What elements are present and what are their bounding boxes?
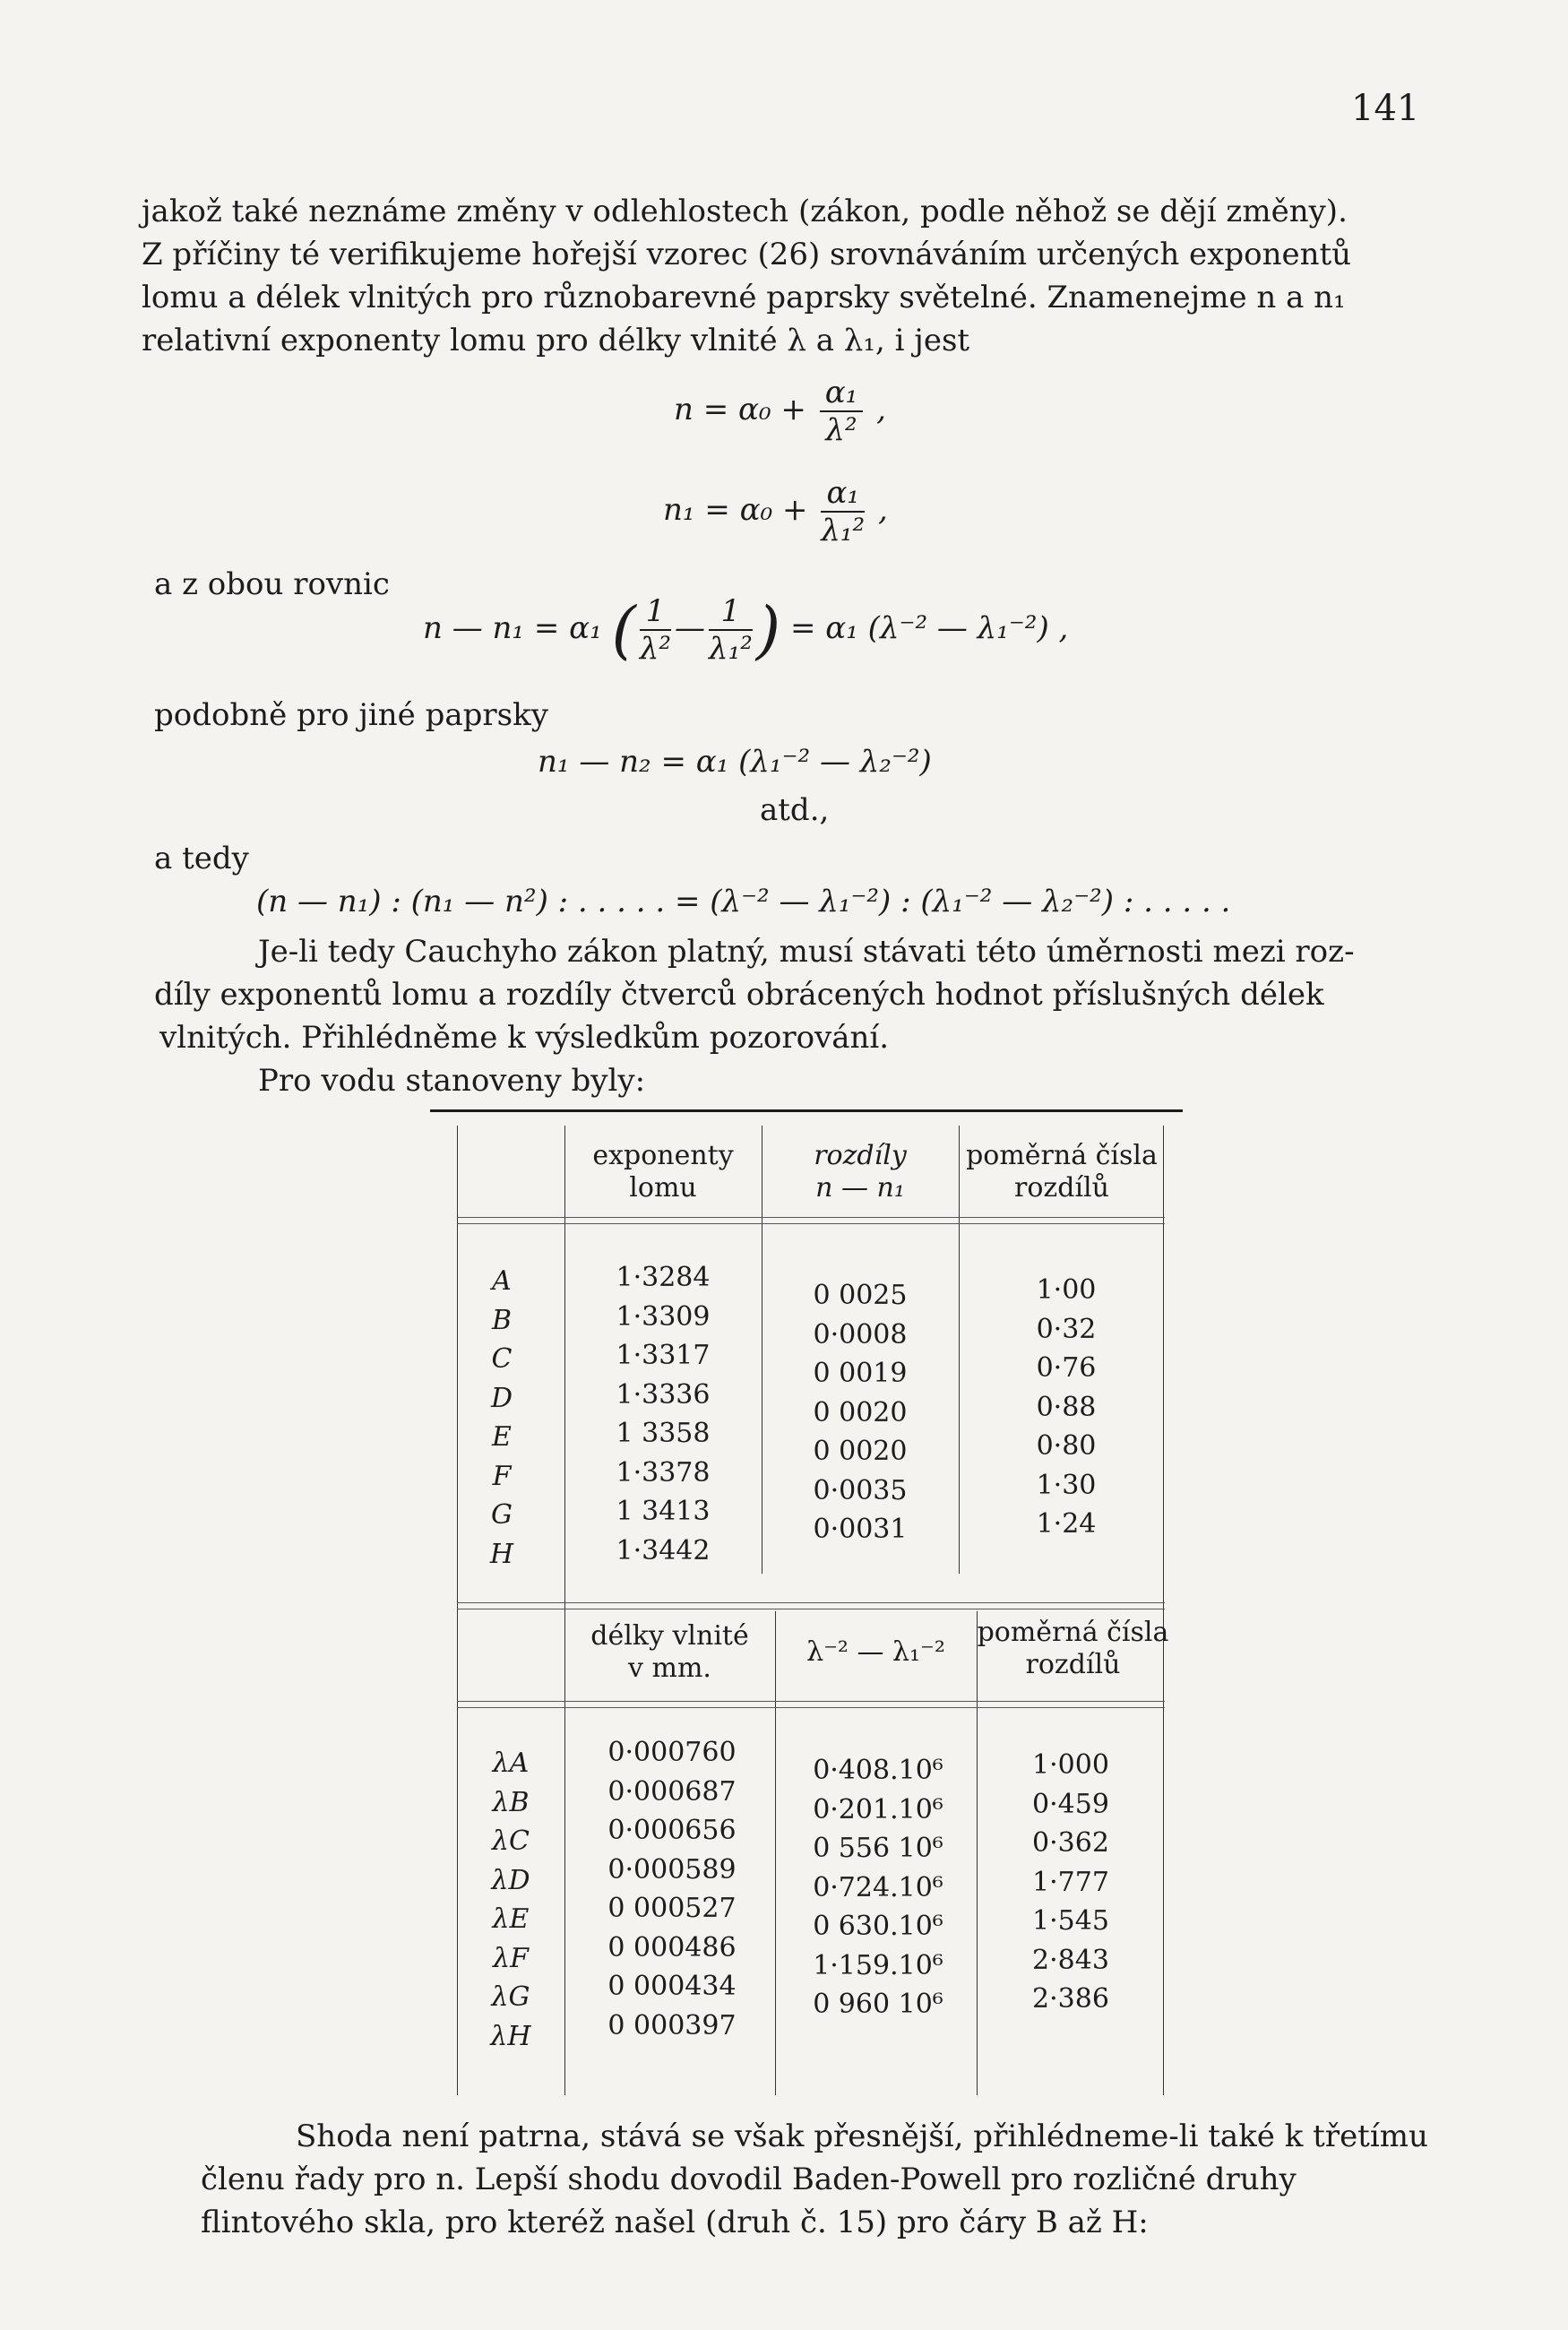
cell-value: 1·3309 bbox=[616, 1300, 711, 1333]
label-atd: atd., bbox=[760, 792, 830, 828]
intro-paragraph bbox=[142, 190, 1432, 362]
section-separator bbox=[457, 1602, 1165, 1609]
cell-value: 0 000527 bbox=[607, 1893, 737, 1924]
cell-value: 0 000397 bbox=[607, 2009, 737, 2041]
row-label: E bbox=[492, 1421, 512, 1453]
row-label: D bbox=[490, 1382, 513, 1414]
cell-value: 0 0025 bbox=[813, 1280, 908, 1311]
header-text: poměrná čísla rozdílů bbox=[966, 1140, 1158, 1204]
cell-value: 1·00 bbox=[1036, 1274, 1097, 1306]
cell-value: 0 0020 bbox=[813, 1436, 908, 1467]
row-label: λF bbox=[493, 1942, 529, 1974]
row-label: H bbox=[489, 1538, 514, 1570]
row-label: λD bbox=[491, 1864, 530, 1896]
cell-value: 0·000589 bbox=[607, 1853, 737, 1886]
cell-value: 0 000486 bbox=[607, 1931, 737, 1963]
cell-value: 1 3358 bbox=[616, 1418, 711, 1449]
equation-lhs: n₁ = α₀ + bbox=[663, 492, 808, 528]
cell-value: 0 0019 bbox=[813, 1358, 908, 1389]
text-line: Je-li tedy Cauchyho zákon platný, musí stávati této úměrnosti mezi roz- bbox=[258, 934, 1355, 970]
text-line: relativní exponenty lomu pro délky vlnité λ a λ₁, i jest bbox=[142, 323, 970, 358]
cell-value: 0 556 10⁶ bbox=[813, 1833, 943, 1864]
table-column-line bbox=[775, 1611, 776, 2095]
fraction-denominator: λ₁² bbox=[821, 513, 866, 548]
fraction bbox=[709, 593, 753, 667]
cell-value: 0·000687 bbox=[607, 1775, 737, 1808]
row-label: λE bbox=[492, 1903, 530, 1935]
row-label: F bbox=[492, 1460, 512, 1492]
equation-proportion: (n — n₁) : (n₁ — n²) : . . . . . = (λ⁻² — λ₁⁻²) : (λ₁⁻² — λ₂⁻²) : . . . . . bbox=[256, 884, 1231, 919]
col-inv-square-diffs bbox=[784, 1751, 972, 2024]
label-a-tedy: a tedy bbox=[154, 841, 249, 876]
cell-value: 1·3317 bbox=[616, 1340, 711, 1371]
fraction-numerator: 1 bbox=[640, 593, 671, 631]
col-ratios-2 bbox=[986, 1746, 1156, 2019]
header-delky bbox=[564, 1620, 775, 1685]
cell-value: 1·30 bbox=[1036, 1469, 1097, 1501]
col-letters bbox=[466, 1262, 538, 1574]
cell-value: 2·386 bbox=[1032, 1983, 1109, 2015]
row-label: C bbox=[491, 1343, 513, 1375]
cell-value: 0·76 bbox=[1036, 1352, 1097, 1384]
cell-value: 1 3413 bbox=[616, 1496, 711, 1527]
right-paren: ) bbox=[755, 593, 781, 667]
cell-value: 0·459 bbox=[1032, 1788, 1109, 1820]
row-label: A bbox=[492, 1265, 512, 1297]
equation-lhs: n = α₀ + bbox=[674, 392, 806, 427]
left-paren: ( bbox=[611, 593, 636, 667]
row-label: λA bbox=[492, 1748, 530, 1779]
header-pomerna-2 bbox=[977, 1617, 1169, 1681]
cell-value: 1·000 bbox=[1032, 1749, 1109, 1781]
text-line: lomu a délek vlnitých pro různobarevné paprsky světelné. Znamenejme n a n₁ bbox=[142, 280, 1346, 315]
page-number: 141 bbox=[1351, 88, 1420, 129]
cell-value: 0·362 bbox=[1032, 1827, 1109, 1859]
cell-value: 0·408.10⁶ bbox=[813, 1755, 943, 1786]
label-z-obou-rovnic: a z obou rovnic bbox=[154, 566, 390, 602]
cell-value: 0·32 bbox=[1036, 1313, 1097, 1345]
cell-value: 0·80 bbox=[1036, 1430, 1097, 1462]
text-line: díly exponentů lomu a rozdíly čtverců obrácených hodnot příslušných délek bbox=[154, 977, 1324, 1013]
table-column-line bbox=[564, 1126, 565, 2095]
header-exponenty bbox=[564, 1140, 762, 1204]
fraction-numerator: α₁ bbox=[821, 475, 865, 513]
row-label: B bbox=[491, 1304, 513, 1336]
col-differences bbox=[780, 1276, 941, 1549]
cell-value: 1·24 bbox=[1036, 1508, 1097, 1540]
equation-n1-n2: n₁ — n₂ = α₁ (λ₁⁻² — λ₂⁻²) bbox=[538, 744, 932, 780]
cell-value: 1·777 bbox=[1032, 1866, 1109, 1898]
row-label: λH bbox=[490, 2020, 531, 2052]
middle-paragraph bbox=[142, 930, 1432, 1102]
header-text: λ⁻² — λ₁⁻² bbox=[806, 1636, 945, 1668]
row-label: λG bbox=[491, 1981, 530, 2013]
cell-value: 0·000760 bbox=[607, 1737, 737, 1768]
fraction-numerator: α₁ bbox=[820, 375, 864, 412]
equation-n: n = α₀ + $\frac{\text{α₁}}{\text{λ²}}$ , bbox=[674, 375, 886, 448]
cell-value: 0·000656 bbox=[607, 1815, 737, 1846]
col-wavelengths bbox=[582, 1733, 762, 2045]
text-line: Z příčiny té verifikujeme hořejší vzorec (26) srovnáváním určených exponentů bbox=[142, 237, 1352, 272]
row-label: G bbox=[491, 1499, 513, 1531]
col-ratios bbox=[977, 1271, 1156, 1544]
cell-value: 1·3284 bbox=[616, 1262, 711, 1293]
text-line: Shoda není patrna, stává se však přesnější, přihlédneme-li také k třetímu bbox=[296, 2119, 1428, 2154]
equation-rhs: = α₁ (λ⁻² — λ₁⁻²) , bbox=[789, 610, 1069, 646]
cell-value: 1·159.10⁶ bbox=[813, 1949, 943, 1981]
closing-paragraph bbox=[142, 2115, 1432, 2244]
cell-value: 0 960 10⁶ bbox=[813, 1989, 943, 2020]
cell-value: 0·0031 bbox=[813, 1514, 908, 1545]
header-text: rozdíly n — n₁ bbox=[814, 1140, 907, 1204]
header-text: poměrná čísla rozdílů bbox=[977, 1617, 1169, 1680]
text-line: jakož také neznáme změny v odlehlostech (zákon, podle něhož se dějí změny). bbox=[142, 194, 1348, 229]
header-lambda-diff bbox=[775, 1636, 977, 1669]
table-column-line bbox=[977, 1611, 978, 2095]
col-lambda-labels bbox=[466, 1744, 556, 2056]
fraction-denominator: λ₁² bbox=[709, 631, 753, 667]
cell-value: 1·3336 bbox=[616, 1378, 711, 1411]
text-line: flintového skla, pro kteréž našel (druh č. 15) pro čáry B až H: bbox=[201, 2205, 1149, 2240]
cell-value: 0·724.10⁶ bbox=[813, 1871, 943, 1903]
fraction-denominator: λ² bbox=[639, 631, 672, 667]
cell-value: 1·3442 bbox=[616, 1534, 711, 1566]
table-outer-right-line bbox=[1163, 1126, 1164, 2095]
text-line: vlnitých. Přihlédněme k výsledkům pozorování. bbox=[159, 1020, 890, 1056]
header-rozdily bbox=[762, 1140, 959, 1204]
equation-n1: n₁ = α₀ + $\frac{\text{α₁}}{\text{λ₁²}}$ , bbox=[663, 475, 888, 548]
header-separator bbox=[457, 1217, 1165, 1224]
cell-value: 0·0035 bbox=[813, 1474, 908, 1506]
header-text: exponenty lomu bbox=[592, 1140, 734, 1204]
fraction-denominator: λ² bbox=[825, 412, 857, 448]
table-top-rule bbox=[430, 1109, 1183, 1112]
row-label: λB bbox=[492, 1786, 530, 1818]
header-pomerna bbox=[959, 1140, 1165, 1204]
text-line: Pro vodu stanoveny byly: bbox=[258, 1063, 646, 1099]
col-exponents bbox=[582, 1258, 744, 1570]
cell-value: 1·3378 bbox=[616, 1456, 711, 1489]
row-label: λC bbox=[492, 1825, 530, 1857]
equation-lhs: n — n₁ = α₁ bbox=[423, 610, 602, 646]
fraction-numerator: 1 bbox=[709, 593, 753, 631]
cell-value: 0 000434 bbox=[607, 1971, 737, 2002]
equation-difference: n — n₁ = α₁ ( $\frac{1}{\text{λ²}}$ — $\frac{1}{\text{λ₁²}}$ ) = α₁ (λ⁻² — λ₁⁻²) , bbox=[423, 593, 1069, 667]
fraction bbox=[821, 475, 865, 548]
label-podobne: podobně pro jiné paprsky bbox=[154, 697, 548, 733]
header-separator bbox=[457, 1701, 1165, 1708]
header-text: délky vlnité v mm. bbox=[590, 1620, 749, 1684]
text-line: členu řady pro n. Lepší shodu dovodil Baden-Powell pro rozličné druhy bbox=[201, 2162, 1297, 2197]
cell-value: 2·843 bbox=[1032, 1944, 1109, 1976]
cell-value: 0 630.10⁶ bbox=[813, 1911, 943, 1942]
fraction bbox=[820, 375, 864, 448]
table-outer-left-line bbox=[457, 1126, 458, 2095]
cell-value: 1·545 bbox=[1032, 1905, 1109, 1937]
cell-value: 0·201.10⁶ bbox=[813, 1793, 943, 1825]
cell-value: 0 0020 bbox=[813, 1396, 908, 1428]
fraction bbox=[640, 593, 671, 667]
cell-value: 0·0008 bbox=[813, 1318, 908, 1351]
cell-value: 0·88 bbox=[1036, 1391, 1097, 1423]
